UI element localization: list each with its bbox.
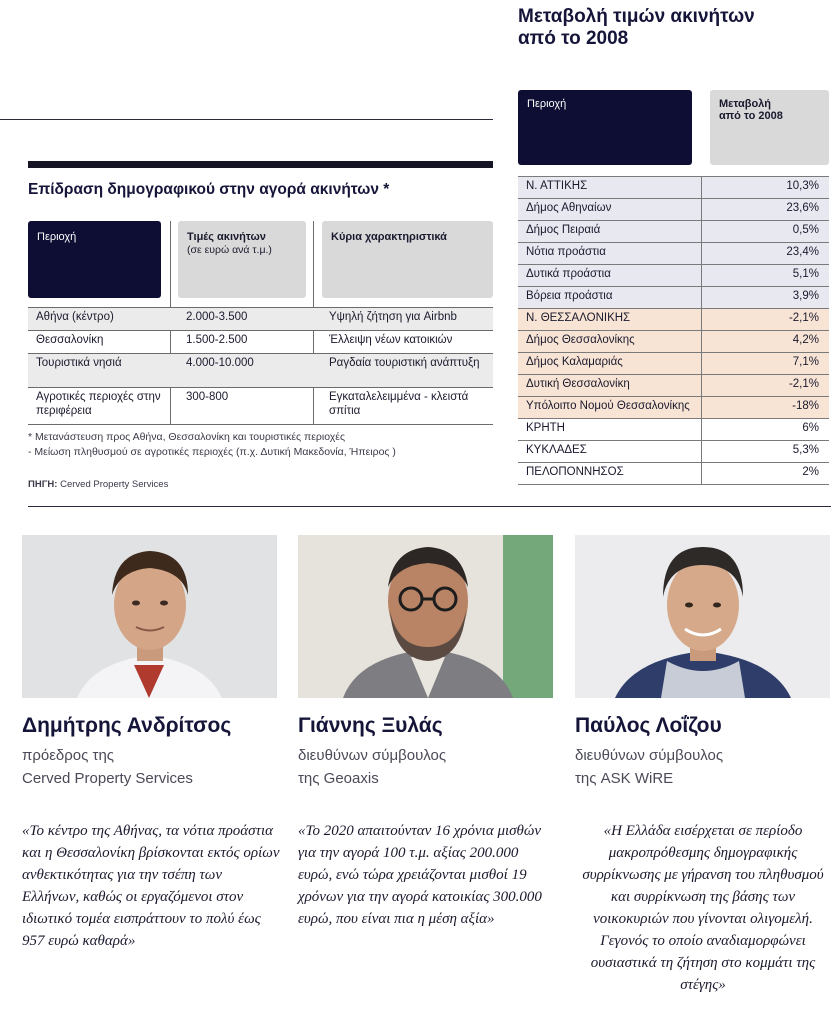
- demo-table-feature: Έλλειψη νέων κατοικιών: [329, 334, 453, 346]
- price-table-region: Ν. ΑΤΤΙΚΗΣ: [526, 180, 588, 192]
- demo-table-row-rule: [28, 330, 493, 331]
- price-table-change: 23,6%: [786, 202, 819, 214]
- price-table-region: ΠΕΛΟΠΟΝΝΗΣΟΣ: [526, 466, 624, 478]
- price-table-change: 5,3%: [792, 444, 819, 456]
- person-quote: «Το κέντρο της Αθήνας, τα νότια προάστια και η Θεσσαλονίκη βρίσκονται εκτός ορίων ανθεκτικότητας για την τσέπη των Ελλήνων, καθώς οι εργαζόμενοι στον ιδιωτικό τομέα εισπράττουν το πολύ έως 957 ευρώ καθαρά»: [22, 823, 280, 949]
- price-table-header-region: [518, 90, 692, 165]
- price-table-row: [518, 418, 829, 440]
- price-table-region: Δήμος Αθηναίων: [526, 202, 612, 214]
- price-table-region: ΚΡΗΤΗ: [526, 422, 565, 434]
- person-name: Παύλος Λοΐζου: [575, 714, 722, 737]
- demo-table-price: 2.000-3.500: [186, 311, 248, 323]
- demo-table-note-2: - Μείωση πληθυσμού σε αγροτικές περιοχές (π.χ. Δυτική Μακεδονία, Ήπειρος ): [28, 446, 396, 458]
- demographic-table-title: Επίδραση δημογραφικού στην αγορά ακινήτων *: [28, 181, 390, 198]
- price-table-change: -2,1%: [788, 312, 819, 324]
- price-table-row-rule: [518, 374, 829, 375]
- price-table-row: [518, 286, 829, 308]
- table-top-bar: [28, 161, 493, 168]
- price-table-change: 23,4%: [786, 246, 819, 258]
- price-table-header-region-label: Περιοχή: [527, 98, 567, 110]
- price-table-change: -2,1%: [788, 378, 819, 390]
- price-table-change: 7,1%: [792, 356, 819, 368]
- price-table-header-change-line1: Μεταβολή: [719, 98, 772, 110]
- price-table-row: [518, 352, 829, 374]
- demo-table-note-1: * Μετανάστευση προς Αθήνα, Θεσσαλονίκη και τουριστικές περιοχές: [28, 431, 346, 443]
- demo-table-row-rule: [28, 424, 493, 425]
- price-table-region: Υπόλοιπο Νομού Θεσσαλονίκης: [526, 400, 690, 412]
- demo-table-row-rule: [28, 307, 493, 308]
- demo-table-price: 1.500-2.500: [186, 334, 248, 346]
- price-table-row: [518, 396, 829, 418]
- price-table-row: [518, 198, 829, 220]
- price-table-title-line2: από το 2008: [518, 28, 629, 49]
- demo-table-row-rule: [28, 387, 493, 388]
- section-divider: [28, 506, 831, 507]
- price-table-row-rule: [518, 396, 829, 397]
- price-table-change: 4,2%: [792, 334, 819, 346]
- demo-table-row: [28, 330, 493, 353]
- person-role-line2: της Geoaxis: [298, 770, 379, 787]
- demo-table-header-prices-unit: (σε ευρώ ανά τ.μ.): [187, 244, 272, 256]
- price-table-row: [518, 264, 829, 286]
- price-table-row-rule: [518, 440, 829, 441]
- top-divider: [0, 119, 493, 120]
- person-role-line1: διευθύνων σύμβουλος: [575, 747, 724, 764]
- source-line: [28, 479, 168, 490]
- source-label: ΠΗΓΗ:: [28, 479, 58, 490]
- portrait-photo-andritsos: [22, 535, 277, 698]
- person-role-line1: διευθύνων σύμβουλος: [298, 747, 447, 764]
- price-table-row-rule: [518, 330, 829, 331]
- price-table-row-rule: [518, 308, 829, 309]
- price-table-row: [518, 374, 829, 396]
- demo-table-row-rule: [28, 353, 493, 354]
- price-table-title-line1: Μεταβολή τιμών ακινήτων: [518, 6, 755, 27]
- price-table-region: Δυτικά προάστια: [526, 268, 611, 280]
- price-table-row-rule: [518, 418, 829, 419]
- person-quote: «Η Ελλάδα εισέρχεται σε περίοδο μακροπρόθεσμης δημογραφικής συρρίκνωσης με γήρανση του πληθυσμού και συρρίκνωση της βάσης των νοικοκυριών που γίνονται ολιγομελή. Γεγονός το οποίο αναδιαμορφώνει ουσιαστικά τη ζήτηση στο κομμάτι της στέγης»: [582, 823, 824, 993]
- price-table-row-rule: [518, 220, 829, 221]
- person-role-line2: Cerved Property Services: [22, 770, 193, 787]
- person-name: Δημήτρης Ανδρίτσος: [22, 714, 232, 737]
- price-table-change: 10,3%: [786, 180, 819, 192]
- price-table-region: Δήμος Καλαμαριάς: [526, 356, 623, 368]
- price-table-change: 0,5%: [792, 224, 819, 236]
- price-table-col-divider: [701, 176, 702, 484]
- price-table-row: [518, 176, 829, 198]
- price-table-row: [518, 220, 829, 242]
- price-table-row: [518, 462, 829, 484]
- person-role-line1: πρόεδρος της: [22, 747, 115, 764]
- price-table-row-rule: [518, 176, 829, 177]
- price-table-row-rule: [518, 462, 829, 463]
- price-table-row-rule: [518, 264, 829, 265]
- portrait-photo-xylas: [298, 535, 553, 698]
- price-table-region: Δήμος Πειραιά: [526, 224, 601, 236]
- price-table-change: 5,1%: [792, 268, 819, 280]
- price-table-row: [518, 308, 829, 330]
- demo-table-feature: Εγκαταλελειμμένα - κλειστά σπίτια: [329, 391, 469, 417]
- demo-table-row: [28, 387, 493, 424]
- price-table-region: Δυτική Θεσσαλονίκη: [526, 378, 630, 390]
- price-table-region: Δήμος Θεσσαλονίκης: [526, 334, 635, 346]
- demo-table-region: Αθήνα (κέντρο): [36, 311, 114, 323]
- demo-table-region: Τουριστικά νησιά: [36, 357, 122, 369]
- price-table-row: [518, 242, 829, 264]
- price-table-row-rule: [518, 242, 829, 243]
- price-table-change: 6%: [802, 422, 819, 434]
- demo-table-row: [28, 353, 493, 387]
- price-table-row: [518, 330, 829, 352]
- price-table-region: Νότια προάστια: [526, 246, 606, 258]
- price-table-title: [518, 6, 818, 50]
- person-quote: «Το 2020 απαιτούνταν 16 χρόνια μισθών για την αγορά 100 τ.μ. αξίας 200.000 ευρώ, ενώ τώρα χρειάζονται μισθοί 19 χρόνων για την αγορά κατοικίας 300.000 ευρώ, που είναι πια η μέση αξία»: [298, 823, 542, 927]
- demo-table-price: 300-800: [186, 391, 229, 403]
- person-role-line2: της ASK WiRE: [575, 770, 674, 787]
- price-table-region: ΚΥΚΛΑΔΕΣ: [526, 444, 587, 456]
- price-table-header-change: [710, 90, 829, 165]
- price-table-row-rule: [518, 484, 829, 485]
- demo-table-header-region-label: Περιοχή: [37, 231, 77, 243]
- demo-table-region: Θεσσαλονίκη: [36, 334, 104, 346]
- demo-table-price: 4.000-10.000: [186, 357, 254, 369]
- demo-table-header-prices-label: Τιμές ακινήτων: [187, 231, 266, 243]
- price-table-change: 3,9%: [792, 290, 819, 302]
- price-table-change: -18%: [792, 400, 819, 412]
- price-table-row-rule: [518, 198, 829, 199]
- demo-table-header-features-label: Κύρια χαρακτηριστικά: [331, 231, 447, 243]
- demo-table-header-prices: [178, 221, 306, 298]
- price-table-change: 2%: [802, 466, 819, 478]
- price-table-row-rule: [518, 286, 829, 287]
- price-table-region: Βόρεια προάστια: [526, 290, 613, 302]
- portrait-photo-loizou: [575, 535, 830, 698]
- source-value: Cerved Property Services: [60, 479, 169, 490]
- person-name: Γιάννης Ξυλάς: [298, 714, 443, 737]
- demo-table-region: Αγροτικές περιοχές στην περιφέρεια: [36, 391, 161, 417]
- demo-table-header-region: [28, 221, 161, 298]
- price-table-header-change-line2: από το 2008: [719, 110, 783, 122]
- demo-table-feature: Ραγδαία τουριστική ανάπτυξη: [329, 357, 480, 369]
- price-table-region: Ν. ΘΕΣΣΑΛΟΝΙΚΗΣ: [526, 312, 631, 324]
- price-table-row-rule: [518, 352, 829, 353]
- price-table-row: [518, 440, 829, 462]
- demo-table-header-features: [322, 221, 493, 298]
- demo-table-row: [28, 307, 493, 330]
- demo-table-feature: Υψηλή ζήτηση για Airbnb: [329, 311, 457, 323]
